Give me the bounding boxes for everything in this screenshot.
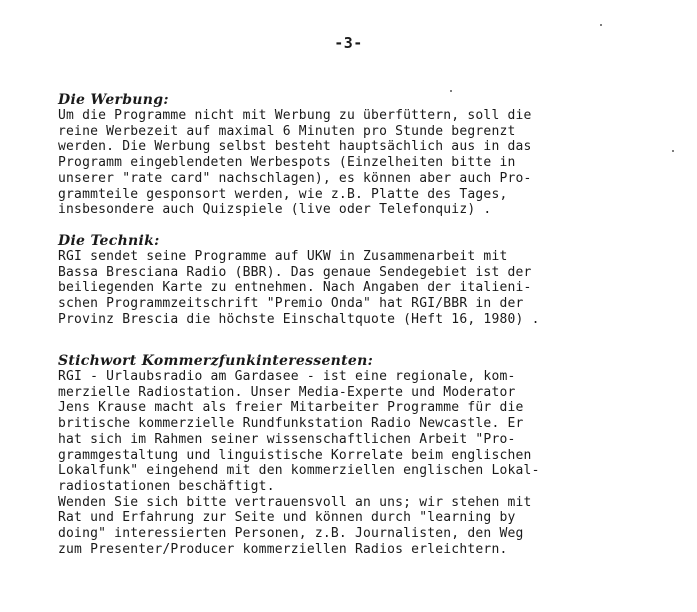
section-heading: Die Technik:	[58, 233, 160, 249]
text-line: Provinz Brescia die höchste Einschaltquote (Heft 16, 1980) .	[58, 311, 540, 327]
text-line: Lokalfunk" eingehend mit den kommerziellen englischen Lokal-	[58, 463, 540, 479]
text-line: Bassa Bresciana Radio (BBR). Das genaue Sendegebiet ist der	[58, 264, 532, 280]
section-heading: Stichwort Kommerzfunkinteressenten:	[58, 353, 374, 369]
text-line: zum Presenter/Producer kommerziellen Radios erleichtern.	[58, 541, 508, 557]
text-line: grammgestaltung und linguistische Korrelate beim englischen	[58, 447, 532, 463]
text-line: Programm eingeblendeten Werbespots (Einzelheiten bitte in	[58, 155, 516, 171]
page-number: -3-	[334, 34, 363, 52]
scan-speck	[450, 90, 452, 92]
text-line: britische kommerzielle Rundfunkstation Radio Newcastle. Er	[58, 416, 524, 432]
text-line: Jens Krause macht als freier Mitarbeiter Programme für die	[58, 400, 524, 416]
text-line: unserer "rate card" nachschlagen), es können aber auch Pro-	[58, 170, 532, 186]
section-kommerzfunk	[58, 354, 688, 557]
text-line: merzielle Radiostation. Unser Media-Experte und Moderator	[58, 384, 516, 400]
text-line: Rat und Erfahrung zur Seite und können durch "learning by	[58, 510, 516, 526]
text-line: doing" interessierten Personen, z.B. Journalisten, den Weg	[58, 526, 524, 542]
text-line: reine Werbezeit auf maximal 6 Minuten pro Stunde begrenzt	[58, 123, 516, 139]
text-line: Um die Programme nicht mit Werbung zu überfüttern, soll die	[58, 108, 532, 123]
text-line: schen Programmzeitschrift "Premio Onda" hat RGI/BBR in der	[58, 296, 524, 312]
text-line: RGI sendet seine Programme auf UKW in Zusammenarbeit mit	[58, 249, 508, 264]
text-line: grammteile gesponsort werden, wie z.B. Platte des Tages,	[58, 186, 508, 202]
text-line: radiostationen beschäftigt.	[58, 478, 275, 494]
text-line: Wenden Sie sich bitte vertrauensvoll an uns; wir stehen mit	[58, 494, 532, 510]
scan-speck	[672, 150, 674, 152]
text-line: beiliegenden Karte zu entnehmen. Nach Angaben der italieni-	[58, 280, 532, 296]
text-line: insbesondere auch Quizspiele (live oder Telefonquiz) .	[58, 202, 492, 218]
text-line: werden. Die Werbung selbst besteht hauptsächlich aus in das	[58, 139, 532, 155]
section-heading: Die Werbung:	[58, 92, 169, 108]
section-technik	[58, 234, 688, 328]
text-line: RGI - Urlaubsradio am Gardasee - ist eine regionale, kom-	[58, 369, 516, 384]
scan-speck	[600, 24, 602, 26]
section-werbung	[58, 93, 688, 218]
text-line: hat sich im Rahmen seiner wissenschaftlichen Arbeit "Pro-	[58, 431, 516, 447]
